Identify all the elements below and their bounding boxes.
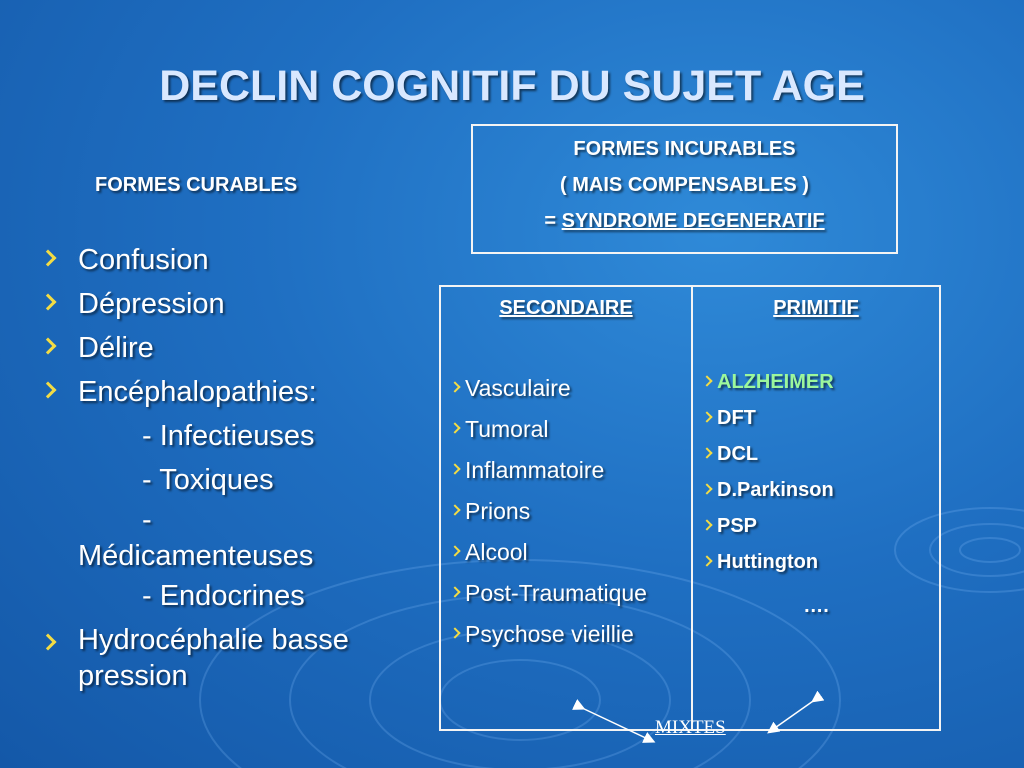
arrow-left-icon — [580, 707, 650, 740]
incurables-line-2: ( MAIS COMPENSABLES ) — [560, 174, 809, 196]
arrow-right-icon — [772, 699, 816, 730]
equals-sign: = — [544, 210, 557, 232]
curables-heading: FORMES CURABLES — [95, 174, 298, 196]
list-item: DFT — [703, 405, 933, 431]
list-item: DCL — [703, 441, 933, 467]
secondaire-header: SECONDAIRE — [499, 297, 633, 319]
list-item: D.Parkinson — [703, 477, 933, 503]
list-item: Inflammatoire — [451, 455, 691, 485]
sub-item: - Infectieuses — [142, 420, 315, 452]
list-item: Hydrocéphalie basse pression — [40, 622, 420, 694]
mixtes-label: MIXTES — [655, 717, 726, 738]
list-item: Dépression — [40, 282, 420, 326]
page-title: DECLIN COGNITIF DU SUJET AGE — [159, 62, 865, 110]
primitif-header: PRIMITIF — [773, 297, 859, 319]
sub-item: - Endocrines — [142, 580, 305, 612]
list-item: Alcool — [451, 537, 691, 567]
list-item: PSP — [703, 513, 933, 539]
list-item: Huttington — [703, 549, 933, 575]
incurables-line-1: FORMES INCURABLES — [573, 138, 796, 160]
sub-item-label: Médicamenteuses — [78, 540, 314, 572]
list-item: Vasculaire — [451, 373, 691, 403]
syndrome-link: SYNDROME DEGENERATIF — [561, 210, 825, 232]
list-item: Tumoral — [451, 414, 691, 444]
primitif-more: …. — [803, 595, 829, 617]
list-item-label: ALZHEIMER — [717, 371, 834, 393]
list-item: Prions — [451, 496, 691, 526]
list-item: Post-Traumatique — [451, 578, 691, 608]
list-item: Encéphalopathies: — [40, 370, 420, 414]
sub-item-dash: - — [142, 504, 152, 536]
list-item: Psychose vieillie — [451, 619, 691, 649]
list-item: Délire — [40, 326, 420, 370]
sub-item: - Toxiques — [142, 464, 274, 496]
list-item: Confusion — [40, 238, 420, 282]
